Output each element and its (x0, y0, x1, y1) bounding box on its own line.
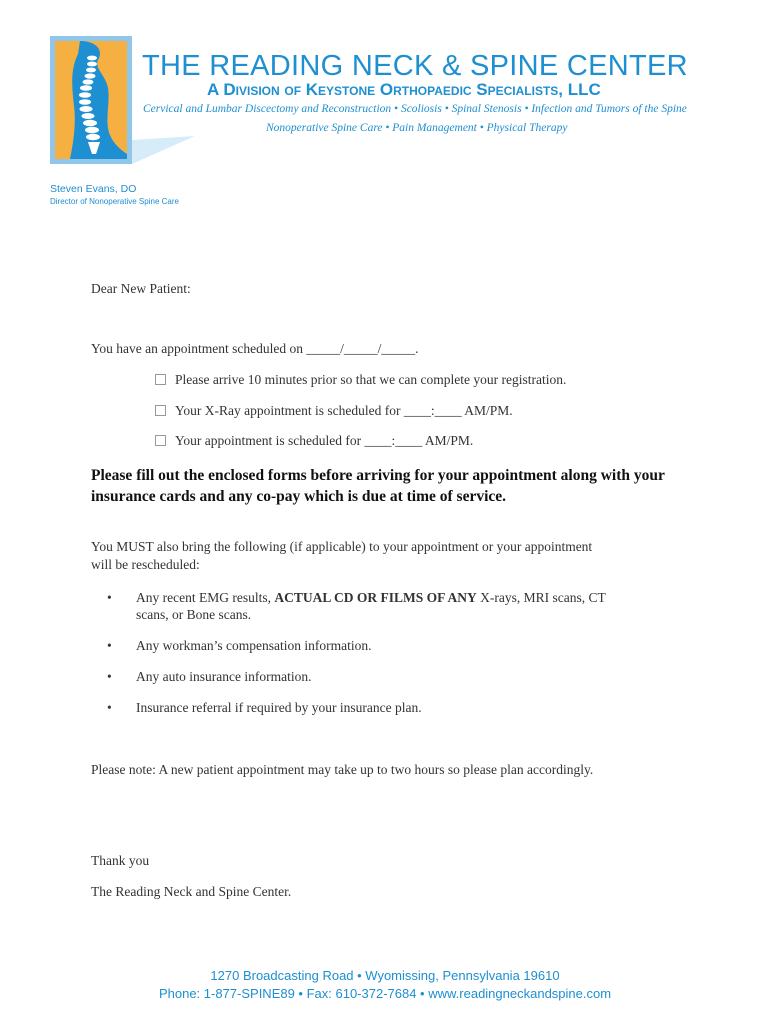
bold-instruction: Please fill out the enclosed forms before arriving for your appointment along with your insurance cards and any co-pay which is due at time of service. (91, 467, 665, 505)
list-item (107, 668, 707, 685)
signature: The Reading Neck and Spine Center. (91, 884, 292, 899)
checkbox-icon[interactable] (155, 435, 166, 446)
footer-address: 1270 Broadcasting Road • Wyomissing, Pennsylvania 19610 (210, 968, 560, 983)
list-item-text: Any recent EMG results, (136, 590, 275, 605)
list-item-text: Any auto insurance information. (136, 669, 312, 684)
checklist-item (155, 403, 513, 419)
checklist-text: Please arrive 10 minutes prior so that we can complete your registration. (175, 372, 567, 387)
appointment-date-line: You have an appointment scheduled on _____/_____/_____. (91, 341, 419, 356)
checklist-item (155, 372, 566, 388)
list-item-text: X-rays, MRI scans, CT (476, 590, 606, 605)
bullet-icon: • (107, 669, 112, 684)
list-item (107, 637, 707, 654)
bullet-icon: • (107, 638, 112, 653)
bullet-icon: • (107, 590, 112, 605)
list-item-text: Insurance referral if required by your insurance plan. (136, 700, 422, 715)
list-item-text: Any workman’s compensation information. (136, 638, 372, 653)
checkbox-icon[interactable] (155, 405, 166, 416)
services-line-1: Cervical and Lumbar Discectomy and Reconstruction • Scoliosis • Spinal Stenosis • Infection and Tumors of the Spine (143, 103, 687, 115)
services-line-2: Nonoperative Spine Care • Pain Management • Physical Therapy (266, 122, 568, 134)
footer-contact: Phone: 1-877-SPINE89 • Fax: 610-372-7684 • www.readingneckandspine.com (158, 986, 612, 1001)
checklist-text: Your X-Ray appointment is scheduled for ____:____ AM/PM. (175, 403, 513, 418)
list-item-text: scans, or Bone scans. (136, 607, 252, 622)
list-item-emphasis: ACTUAL CD OR FILMS OF ANY (274, 590, 477, 605)
doctor-name: Steven Evans, DO (50, 183, 137, 195)
closing: Thank you (91, 853, 150, 868)
division-subtitle: A Division of Keystone Orthopaedic Specialists, LLC (207, 80, 601, 99)
must-bring-line-2: will be rescheduled: (91, 557, 200, 572)
checklist-text: Your appointment is scheduled for ____:____ AM/PM. (175, 433, 474, 448)
center-title: THE READING NECK & SPINE CENTER (142, 50, 688, 82)
list-item (107, 589, 707, 623)
must-bring-line-1: You MUST also bring the following (if applicable) to your appointment or your appointment (91, 539, 593, 554)
requirements-list (107, 589, 707, 716)
bullet-icon: • (107, 700, 112, 715)
doctor-role: Director of Nonoperative Spine Care (50, 197, 179, 206)
checkbox-icon[interactable] (155, 374, 166, 385)
note: Please note: A new patient appointment may take up to two hours so please plan accordingly. (91, 762, 594, 777)
salutation: Dear New Patient: (91, 281, 191, 296)
checklist-item (155, 433, 473, 449)
spine-logo-icon (50, 36, 132, 164)
list-item (107, 699, 707, 716)
